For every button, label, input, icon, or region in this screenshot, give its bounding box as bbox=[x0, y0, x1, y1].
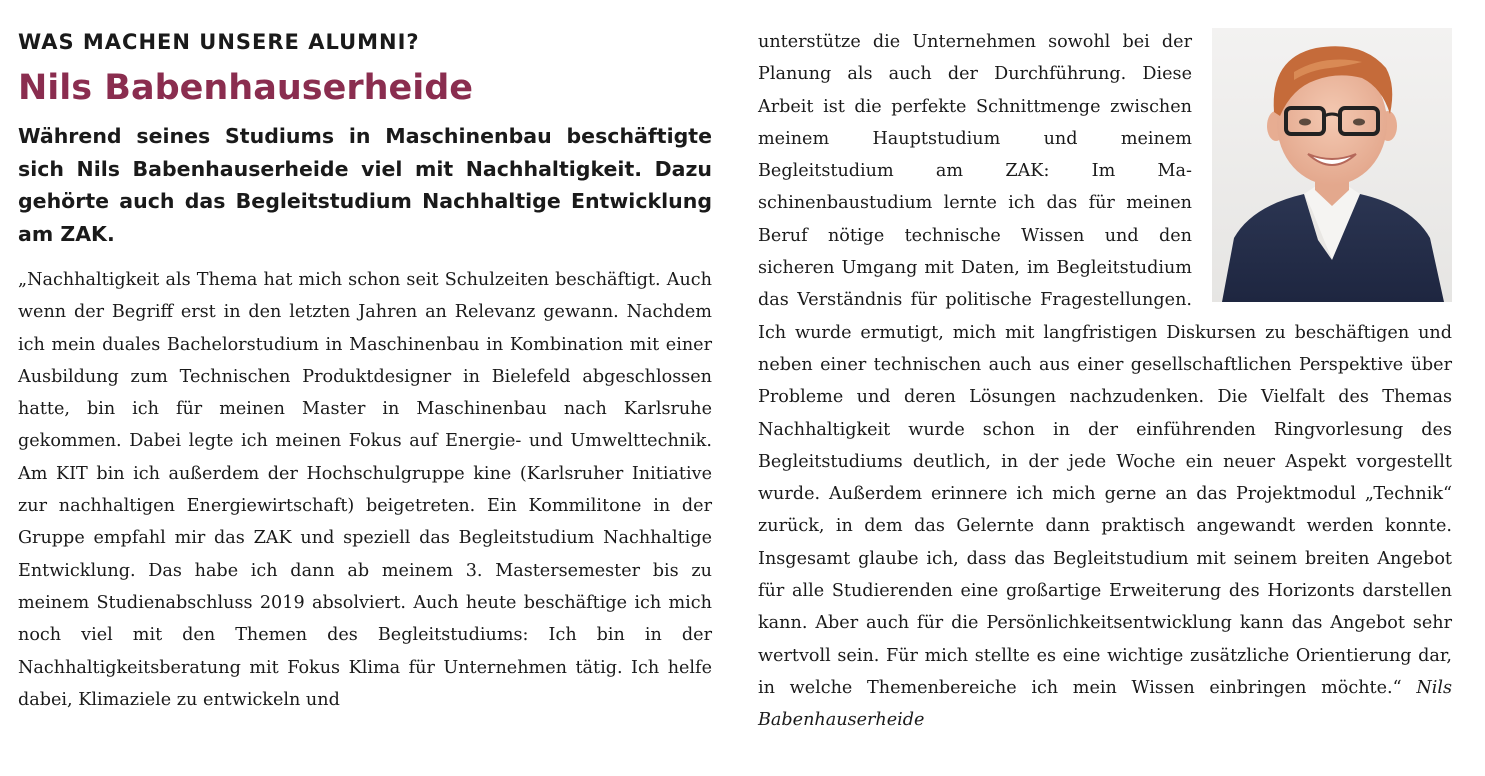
page-title: Nils Babenhauserheide bbox=[18, 68, 474, 108]
author-signature: Nils Babenhauserheide bbox=[758, 677, 1453, 731]
portrait-photo-icon bbox=[1212, 28, 1452, 302]
section-kicker: WAS MACHEN UNSERE ALUMNI? bbox=[18, 30, 420, 54]
lead-paragraph: Während seines Studiums in Maschinenbau beschäftigte sich Nils Babenhauserheide viel mit Nachhaltigkeit. Dazu gehörte auch das Begleitstudium Nachhaltige Entwicklung am ZAK. bbox=[18, 124, 712, 246]
body-text-right-content: unterstütze die Unternehmen sowohl bei der Planung als auch der Durchführung. Diese Arbeit ist die perfekte Schnittmenge zwischen meinem Hauptstudium und meinem Begleitstudium am ZAK: Im Maschinenbaustudium lernte ich das für meinen Beruf nötige technische Wissen und den sicheren Umgang mit Daten, im Begleitstudium das Verständnis für politische Fragestellungen. Ich wurde ermutigt, mich mit langfristigen Diskursen zu beschäftigen und neben einer technischen auch aus einer gesellschaftlichen Perspektive über Probleme und deren Lösungen nachzudenken. Die Vielfalt des Themas Nachhaltigkeit wurde schon in der einführenden Ringvorlesung des Begleitstudiums deutlich, in der jede Woche ein neuer Aspekt vorgestellt wurde. Außerdem erinnere ich mich gerne an das Projektmodul „Technik“ zurück, in dem das Gelernte dann praktisch angewandt werden konnte. Insgesamt glaube ich, dass das Begleitstudium mit seinem breiten Angebot für alle Studierenden eine großartige Erweiterung des Horizonts darstellen kann. Aber auch für die Persönlichkeitsentwicklung kann das Angebot sehr wertvoll sein. Für mich stellte es eine wichtige zusätzliche Orientierung dar, in welche Themenbereiche ich mein Wissen einbringen möchte.“ bbox=[758, 32, 1452, 698]
body-text-left: „Nachhaltigkeit als Thema hat mich schon seit Schulzeiten beschäftigt. Auch wenn der Begriff erst in den letzten Jahren an Relevanz gewann. Nachdem ich mein duales Bachelorstudium in Maschinenbau in Kombination mit einer Ausbildung zum Technischen Produktdesigner in Bielefeld abgeschlossen hatte, bin ich für meinen Master in Maschinenbau nach Karlsruhe gekommen. Dabei legte ich meinen Fokus auf Energie- und Umwelttechnik. Am KIT bin ich außerdem der Hochschulgruppe kine (Karlsruher Initiative zur nachhaltigen Energiewirtschaft) beigetreten. Ein Kommilitone in der Gruppe empfahl mir das ZAK und speziell das Begleitstudium Nachhaltige Entwicklung. Das habe ich dann ab meinem 3. Mastersemester bis zu meinem Studienabschluss 2019 absolviert. Auch heute beschäftige ich mich noch viel mit den Themen des Begleitstudiums: Ich bin in der Nachhaltigkeitsberatung mit Fokus Klima für Unternehmen tätig. Ich helfe dabei, Klimaziele zu entwickeln und bbox=[18, 270, 712, 710]
left-column bbox=[18, 26, 712, 716]
portrait-photo bbox=[1212, 28, 1452, 302]
right-column bbox=[758, 26, 1452, 737]
